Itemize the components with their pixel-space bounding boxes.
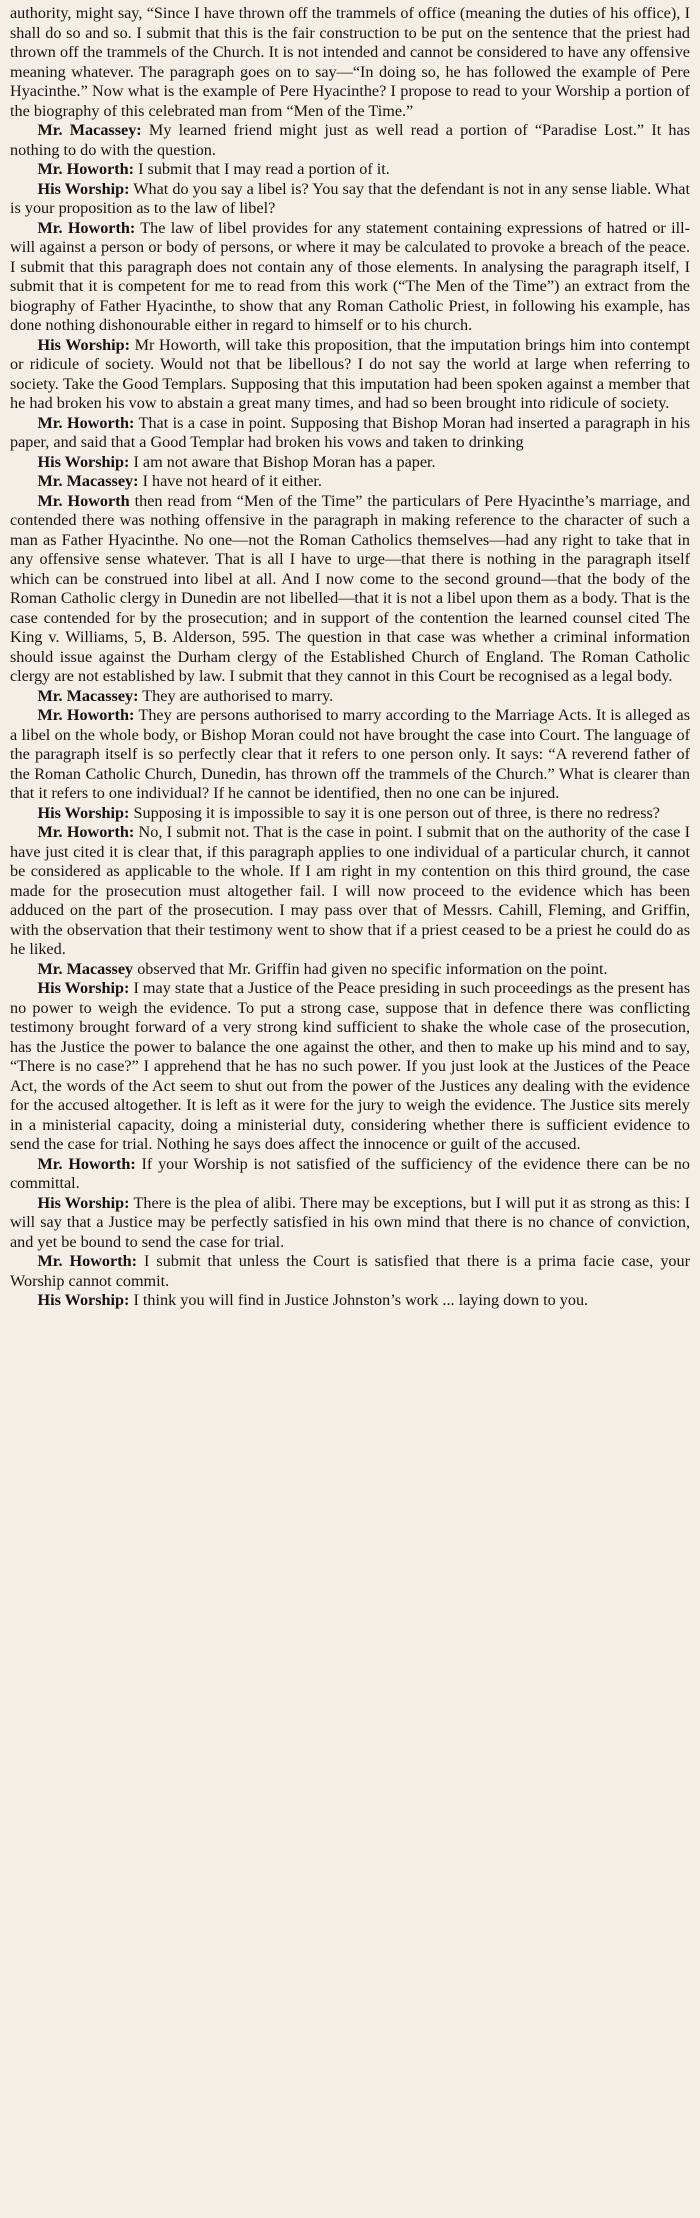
speaker-name: Mr. Howorth: [37, 491, 130, 510]
speaker-name: His Worship:: [37, 979, 130, 997]
paragraph-text: Mr Howorth, will take this proposition, that the imputation brings him into contempt or ridicule of society. Would not that be libellous? I do not say the world at large when referring to society. Take the Good Templars. Supposing that this imputation had been spoken against a member that he had broken his vow to abstain a great many times, and had so been brought into ridicule of society.: [10, 335, 690, 412]
paragraph-text: Supposing it is impossible to say it is one person out of three, is there no redress?: [133, 803, 660, 822]
paragraph: [10, 492, 690, 687]
paragraph-text: What do you say a libel is? You say that the defendant is not in any sense liable. What is your proposition as to the law of libel?: [10, 179, 690, 217]
paragraph-text: I may state that a Justice of the Peace presiding in such proceedings as the present has no power to weigh the evidence. To put a strong case, suppose that in defence there was conflicting testimony brought forward of a very strong kind sufficient to shake the whole case of the prosecution, has the Justice the power to balance the one against the other, and then to make up his mind and to say, “There is no case?” I apprehend that he has no such power. If you just look at the Justices of the Peace Act, the words of the Act seem to shut out from the power of the Justices any dealing with the evidence for the accused altogether. It is left as it were for the jury to weigh the evidence. The Justice sits merely in a ministerial capacity, doing a ministerial duty, considering whether there is sufficient evidence to send the case for trial. Nothing he says does affect the innocence or guilt of the accused.: [10, 979, 690, 1153]
speaker-name: Mr. Howorth:: [37, 160, 135, 178]
paragraph: [10, 823, 690, 960]
speaker-name: His Worship:: [37, 1193, 130, 1212]
paragraph-text: They are authorised to marry.: [142, 686, 334, 705]
paragraph-text: No, I submit not. That is the case in point. I submit that on the authority of the case I have just cited it is clear that, if this paragraph applies to one individual of a particular church, it cannot be considered as applicable to the whole. If I am right in my contention on this third ground, the case made for the prosecution must altogether fail. I will now proceed to the evidence which has been adduced on the part of the prosecution. I may pass over that of Messrs. Cahill, Fleming, and Griffin, with the observation that their testimony went to show that if a priest ceased to be a priest he could do as he liked.: [10, 823, 691, 958]
speaker-name: Mr. Howorth:: [37, 413, 135, 432]
paragraph-text: then read from “Men of the Time” the particulars of Pere Hyacinthe’s marriage, and contended there was nothing offensive in the paragraph in making reference to the character of such a man as Father Hyacinthe. No one—not the Roman Catholics themselves—had any right to take that in any offensive sense whatever. That is all I have to urge—that there is nothing in the paragraph itself which can be construed into libel at all. And I now come to the second ground—that the body of the Roman Catholic clergy in Dunedin are not libelled—that it is not a libel upon them as a body. That is the case contended for by the prosecution; and in support of the contention the learned counsel cited The King v. Williams, 5, B. Alderson, 595. The question in that case was whether a criminal information should issue against the Durham clergy of the Established Church of England. The Roman Catholic clergy are not established by law. I submit that they cannot in this Court be recognised as a legal body.: [10, 491, 690, 685]
paragraph-text: I submit that unless the Court is satisfied that there is a prima facie case, your Worship cannot commit.: [10, 1252, 691, 1290]
paragraph: [10, 414, 690, 453]
paragraph: [10, 160, 690, 180]
paragraph-text: That is a case in point. Supposing that Bishop Moran had inserted a paragraph in his paper, and said that a Good Templar had broken his vows and taken to drinking: [10, 413, 690, 451]
paragraph-text: I have not heard of it either.: [142, 472, 322, 490]
paragraph: [10, 804, 690, 824]
speaker-name: Mr. Howorth:: [37, 823, 135, 841]
paragraph: [10, 979, 690, 1155]
speaker-name: Mr. Howorth:: [37, 1154, 136, 1173]
speaker-name: His Worship:: [37, 1291, 130, 1309]
paragraph-text: They are persons authorised to marry according to the Marriage Acts. It is alleged as a libel on the whole body, or Bishop Moran could not have brought the case into Court. The language of the paragraph itself is so perfectly clear that it refers to one person only. It says: “A reverend father of the Roman Catholic Church, Dunedin, has thrown off the trammels of the Church.” What is clearer than that it refers to one individual? If he cannot be identified, then no one can be injured.: [10, 706, 690, 802]
speaker-name: Mr. Macassey:: [37, 121, 142, 139]
speaker-name: Mr. Macassey:: [37, 686, 139, 705]
paragraph: [10, 1252, 690, 1291]
paragraph: [10, 453, 690, 473]
paragraph: [10, 687, 690, 707]
speaker-name: Mr. Howorth:: [37, 218, 136, 237]
speaker-name: Mr. Howorth:: [37, 706, 135, 724]
paragraph: [10, 4, 690, 121]
paragraph: [10, 180, 690, 219]
speaker-name: His Worship:: [37, 179, 130, 198]
paragraph-text: I think you will find in Justice Johnston’s work ... laying down to you.: [133, 1291, 589, 1309]
paragraph: [10, 336, 690, 414]
speaker-name: His Worship:: [37, 452, 130, 471]
paragraph: [10, 706, 690, 804]
paragraph: [10, 1155, 690, 1194]
paragraph-text: I am not aware that Bishop Moran has a paper.: [133, 452, 436, 471]
paragraph-text: observed that Mr. Griffin had given no specific information on the point.: [137, 959, 608, 978]
paragraph: [10, 219, 690, 336]
paragraph: [10, 1291, 690, 1311]
paragraph-text: authority, might say, “Since I have thrown off the trammels of office (meaning the duties of his office), I shall do so and so. I submit that this is the fair construction to be put on the sentence that the priest had thrown off the trammels of the Church. It is not intended and cannot be considered to have any offensive meaning whatever. The paragraph goes on to say—“In doing so, he has followed the example of Pere Hyacinthe.” Now what is the example of Pere Hyacinthe? I propose to read to your Worship a portion of the biography of this celebrated man from “Men of the Time.”: [10, 4, 690, 120]
speaker-name: Mr. Macassey: [37, 959, 134, 978]
paragraph-text: There is the plea of alibi. There may be exceptions, but I will put it as strong as this: I will say that a Justice may be perfectly satisfied in his own mind that there is no chance of conviction, and yet be bound to send the case for trial.: [10, 1193, 690, 1251]
paragraph-text: If your Worship is not satisfied of the sufficiency of the evidence there can be no committal.: [10, 1154, 690, 1192]
paragraph: [10, 960, 690, 980]
speaker-name: His Worship:: [37, 803, 130, 822]
speaker-name: His Worship:: [37, 335, 131, 354]
paragraph: [10, 472, 690, 492]
paragraph-text: I submit that I may read a portion of it.: [138, 160, 390, 178]
speaker-name: Mr. Macassey:: [37, 472, 139, 490]
paragraph: [10, 121, 690, 160]
article-column: [10, 4, 690, 1311]
paragraph: [10, 1194, 690, 1253]
paragraph-text: My learned friend might just as well read a portion of “Paradise Lost.” It has nothing to do with the question.: [10, 121, 690, 159]
speaker-name: Mr. Howorth:: [37, 1252, 137, 1270]
paragraph-text: The law of libel provides for any statement containing expressions of hatred or ill-will against a person or body of persons, or where it may be calculated to provoke a breach of the peace. I submit that this paragraph does not contain any of those elements. In analysing the paragraph itself, I submit that it is competent for me to read from this work (“The Men of the Time”) an extract from the biography of Father Hyacinthe, to show that any Roman Catholic Priest, in following his example, has done nothing dishonourable either in regard to himself or to his church.: [10, 218, 690, 334]
